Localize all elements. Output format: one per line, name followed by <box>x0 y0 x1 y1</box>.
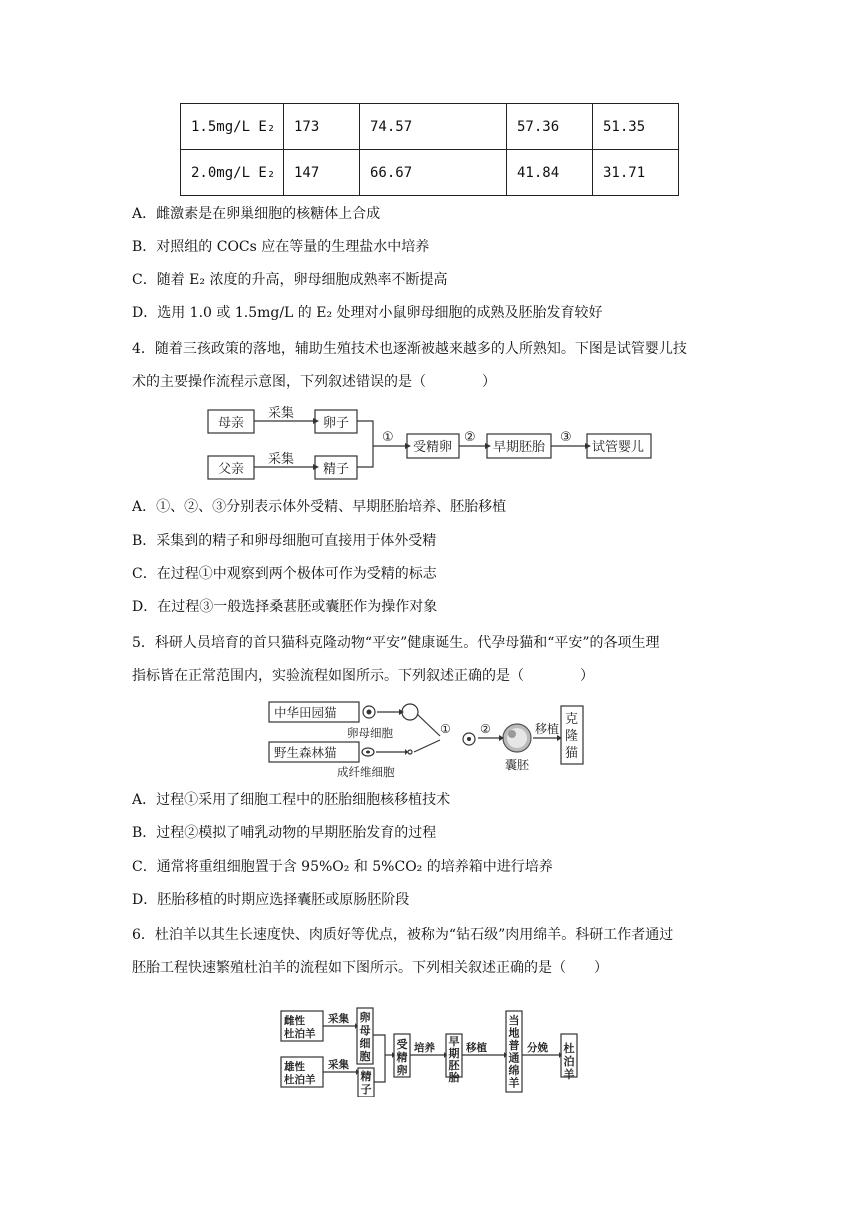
female-dorper-label: 雌性 <box>284 1015 305 1027</box>
q6-stem-line1: 6．杜泊羊以其生长速度快、肉质好等优点，被称为“钻石级”肉用绵羊。科研工作者通过 <box>132 927 674 943</box>
q3-option-b: B．对照组的 COCs 应在等量的生理盐水中培养 <box>132 239 430 255</box>
q4-option-d: D．在过程③一般选择桑葚胚或囊胚作为操作对象 <box>132 599 438 615</box>
q5-stem-line1: 5．科研人员培育的首只猫科克隆动物“平安”健康诞生。代孕母猫和“平安”的各项生理 <box>132 635 660 651</box>
early-embryo-label: 早期胚胎 <box>493 440 546 455</box>
step-1-label: ① <box>382 430 394 445</box>
culture-label: 培养 <box>414 1042 435 1054</box>
q4-option-a: A．①、②、③分别表示体外受精、早期胚胎培养、胚胎移植 <box>132 499 507 515</box>
mother-label: 母亲 <box>218 416 245 431</box>
sperm-label: 精子 <box>360 1070 372 1096</box>
table-cell: 74.57 <box>360 104 507 150</box>
wild-cat-label: 野生森林猫 <box>274 745 337 760</box>
dorper-label: 杜泊羊 <box>563 1042 575 1081</box>
q4-option-b: B．采集到的精子和卵母细胞可直接用于体外受精 <box>132 533 437 549</box>
table-cell: 41.84 <box>507 150 593 196</box>
test-tube-baby-label: 试管婴儿 <box>592 440 645 455</box>
q5-option-b: B．过程②模拟了哺乳动物的早期胚胎发育的过程 <box>132 825 437 841</box>
collect-label: 采集 <box>268 452 295 467</box>
q4-stem-line2: 术的主要操作流程示意图，下列叙述错误的是（ ） <box>132 374 496 390</box>
q5-stem-line2: 指标皆在正常范围内，实验流程如图所示。下列叙述正确的是（ ） <box>132 668 594 684</box>
male-dorper-label: 杜泊羊 <box>284 1074 316 1086</box>
collect-label: 采集 <box>328 1059 349 1071</box>
q3-option-a: A．雌激素是在卵巢细胞的核糖体上合成 <box>132 206 381 222</box>
dorper-flowchart <box>278 1005 590 1097</box>
oocyte-label: 卵母细胞 <box>359 1011 371 1063</box>
ivf-flowchart <box>200 404 660 488</box>
results-table <box>180 103 679 196</box>
step-3-label: ③ <box>560 430 572 445</box>
table-cell: 66.67 <box>360 150 507 196</box>
egg-label: 卵子 <box>323 416 350 431</box>
table-row <box>181 150 679 196</box>
birth-label: 分娩 <box>527 1042 548 1054</box>
father-label: 父亲 <box>218 462 245 477</box>
transplant-label: 移植 <box>535 722 560 736</box>
sperm-label: 精子 <box>323 462 350 477</box>
step-1-label: ① <box>440 722 451 736</box>
q5-option-a: A．过程①采用了细胞工程中的胚胎细胞核移植技术 <box>132 792 451 808</box>
early-embryo-label: 早期胚胎 <box>448 1035 460 1084</box>
fertilized-egg-label: 受精卵 <box>413 440 453 455</box>
domestic-cat-label: 中华田园猫 <box>274 705 337 720</box>
table-cell: 51.35 <box>593 104 679 150</box>
q3-option-c: C．随着 E₂ 浓度的升高，卵母细胞成熟率不断提高 <box>132 272 448 288</box>
local-sheep-label: 当地普通绵羊 <box>508 1014 520 1090</box>
table-row <box>181 104 679 150</box>
fertilized-egg-label: 受精卵 <box>396 1038 408 1077</box>
q4-option-c: C．在过程①中观察到两个极体可作为受精的标志 <box>132 566 437 582</box>
blastocyst-label: 囊胚 <box>505 758 530 772</box>
cloning-flowchart <box>265 697 595 779</box>
step-2-label: ② <box>480 722 491 736</box>
fibroblast-label: 成纤维细胞 <box>337 765 395 779</box>
step-2-label: ② <box>464 430 476 445</box>
table-cell: 31.71 <box>593 150 679 196</box>
female-dorper-label: 杜泊羊 <box>284 1028 316 1040</box>
q5-option-c: C．通常将重组细胞置于含 95%O₂ 和 5%CO₂ 的培养箱中进行培养 <box>132 859 553 875</box>
table-cell: 147 <box>284 150 360 196</box>
male-dorper-label: 雄性 <box>284 1061 305 1073</box>
transplant-label: 移植 <box>466 1042 487 1054</box>
collect-label: 采集 <box>268 406 295 421</box>
table-cell: 2.0mg/L E₂ <box>181 150 284 196</box>
q5-option-d: D．胚胎移植的时期应选择囊胚或原肠胚阶段 <box>132 892 410 908</box>
q3-option-d: D．选用 1.0 或 1.5mg/L 的 E₂ 处理对小鼠卵母细胞的成熟及胚胎发育较好 <box>132 305 603 321</box>
q6-stem-line2: 胚胎工程快速繁殖杜泊羊的流程如下图所示。下列相关叙述正确的是（ ） <box>132 960 608 976</box>
table-cell: 57.36 <box>507 104 593 150</box>
collect-label: 采集 <box>328 1013 349 1025</box>
table-cell: 173 <box>284 104 360 150</box>
table-cell: 1.5mg/L E₂ <box>181 104 284 150</box>
q4-stem-line1: 4．随着三孩政策的落地，辅助生殖技术也逐渐被越来越多的人所熟知。下图是试管婴儿技 <box>132 341 687 357</box>
oocyte-label: 卵母细胞 <box>347 726 393 740</box>
clone-cat-label: 克隆猫 <box>565 712 579 761</box>
